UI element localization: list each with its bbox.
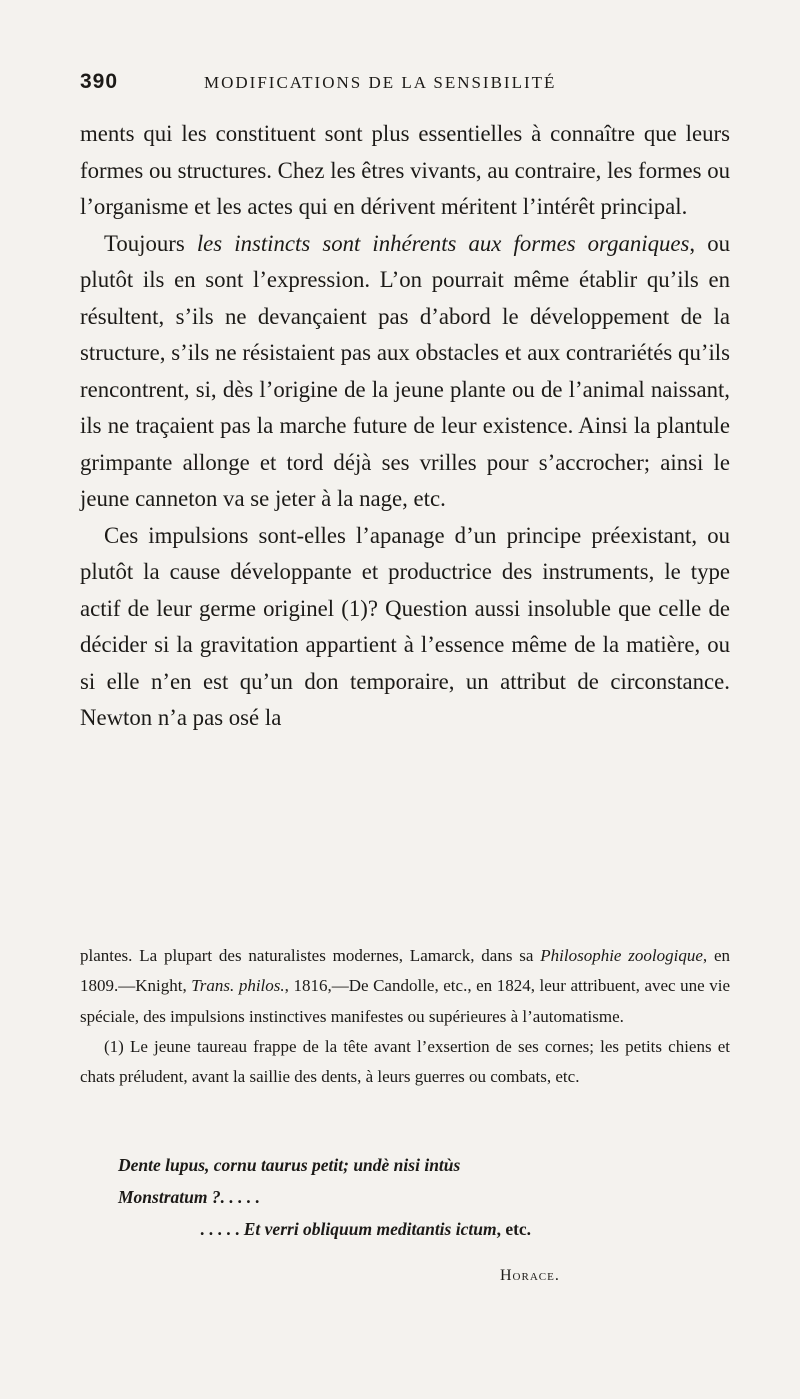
page-header [80,70,730,106]
footnote-1-italic-2: Trans. philos. [191,976,285,996]
paragraph-2 [80,226,730,518]
footnote-continuation [80,941,730,1032]
verse-line-3-end: , etc. [496,1219,532,1239]
verse-attribution: Horace. [500,1267,560,1284]
verse-line-3 [118,1213,718,1245]
paragraph-2-start: Toujours [104,230,197,256]
paragraph-2-rest: , ou plutôt ils en sont l’expression. L’on pourrait même établir qu’ils en résultent, s’ils ne devançaient pas d’abord le développement de la structure, s’ils ne résistaient pas aux obstacles et aux contrariétés qu’ils rencontrent, si, dès l’origine de la jeune plante ou de l’animal naissant, ils ne traçaient pas la marche future de leur existence. Ainsi la plantule grimpante allonge et tord déjà ses vrilles pour s’accrocher; ainsi le jeune canneton va se jeter à la nage, etc. [80,230,730,511]
footnote-1: (1) Le jeune taureau frappe de la tête avant l’exsertion de ses cornes; les petits chiens et chats préludent, avant la saillie des dents, à leurs guerres ou combats, etc. [80,1036,730,1087]
verse-quote [118,1149,718,1245]
verse-line-3-dots: . . . . . [200,1219,244,1239]
verse-line-1: Dente lupus, cornu taurus petit; undè nisi intùs [118,1155,461,1175]
verse-line-3-text: Et verri obliquum meditantis ictum [243,1219,497,1239]
footnote-1-part-b: , en 1809.—Knight, [80,946,731,996]
page-number: 390 [80,70,119,93]
paragraph-2-italic: les instincts sont inhérents aux formes organiques [196,230,690,256]
paragraph-3: Ces impulsions sont-elles l’apanage d’un principe préexistant, ou plutôt la cause développante et productrice des instruments, le type actif de leur germe originel (1)? Question aussi insoluble que celle de décider si la gravitation appartient à l’essence même de la matière, ou si elle n’en est qu’un don temporaire, un attribut de circonstance. Newton n’a pas osé la [80,522,730,730]
footnote-1-italic-1: Philosophie zoologique [540,946,703,965]
paragraph-1: ments qui les constituent sont plus essentielles à connaître que leurs formes ou structures. Chez les êtres vivants, au contraire, les formes ou l’organisme et les actes qui en dérivent méritent l’intérêt principal. [80,121,730,219]
footnote-1-part-c: , 1816,—De Candolle, etc., en 1824, leur attribuent, avec une vie spéciale, des impulsions instinctives manifestes ou supérieures à l’automatisme. [80,976,730,1026]
footnotes [80,941,730,1092]
verse-line-2: Monstratum ?. . . . . [118,1187,260,1207]
running-head: MODIFICATIONS DE LA SENSIBILITÉ [204,73,557,92]
main-text [80,116,730,737]
footnote-1-part-a: plantes. La plupart des naturalistes modernes, Lamarck, dans sa [80,946,541,965]
